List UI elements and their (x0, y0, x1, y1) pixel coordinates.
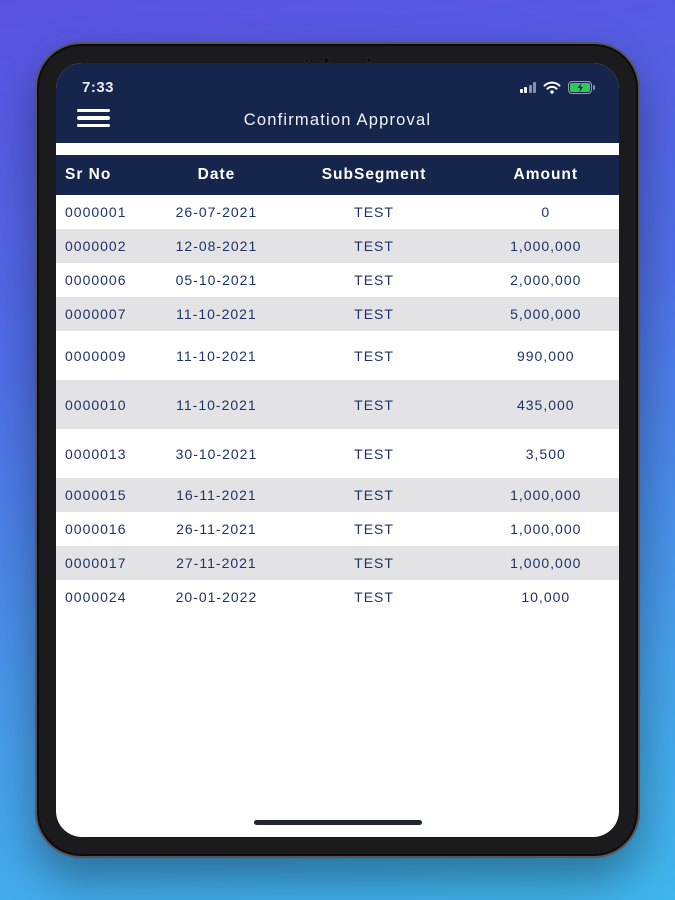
confirmation-table (56, 155, 619, 614)
cell-date: 27-11-2021 (176, 555, 257, 571)
table-row[interactable] (56, 546, 619, 580)
cell-amount: 0 (541, 204, 551, 220)
cell-date: 11-10-2021 (176, 347, 257, 364)
cell-date: 20-01-2022 (175, 589, 258, 605)
cell-sr-no: 0000017 (65, 555, 127, 571)
table-header-row (56, 155, 619, 195)
screen (56, 63, 619, 837)
cell-date: 16-11-2021 (176, 487, 257, 503)
cell-date: 11-10-2021 (176, 306, 257, 322)
cell-sr-no: 0000001 (65, 204, 127, 220)
home-indicator[interactable] (254, 820, 422, 825)
cell-sr-no: 0000015 (65, 487, 127, 503)
cell-subsegment: TEST (354, 204, 394, 220)
cell-subsegment: TEST (354, 238, 394, 254)
cell-sr-no: 0000024 (65, 589, 127, 605)
table-body (56, 195, 619, 614)
cellular-signal-icon (520, 82, 537, 93)
cell-subsegment: TEST (354, 272, 394, 288)
cell-subsegment: TEST (354, 521, 394, 537)
status-bar (56, 63, 619, 101)
hamburger-menu-button[interactable] (72, 101, 116, 135)
cell-subsegment: TEST (354, 555, 394, 571)
page-title: Confirmation Approval (243, 110, 432, 129)
cell-sr-no: 0000006 (65, 272, 127, 288)
cell-date: 11-10-2021 (176, 396, 257, 413)
cell-amount: 10,000 (521, 589, 571, 605)
table-row[interactable] (56, 229, 619, 263)
nav-bar (56, 101, 619, 143)
cell-date: 26-07-2021 (175, 204, 258, 220)
cell-subsegment: TEST (354, 487, 394, 503)
sensor-dot (304, 58, 309, 63)
cell-amount: 5,000,000 (510, 306, 582, 322)
status-time: 7:33 (82, 78, 115, 96)
cell-amount: 1,000,000 (510, 555, 582, 571)
hamburger-bar (77, 109, 110, 113)
cell-amount: 435,000 (516, 396, 575, 413)
hamburger-bar (77, 116, 110, 120)
cell-sr-no: 0000009 (65, 347, 127, 364)
app-header (56, 63, 619, 143)
column-header-sr-no: Sr No (65, 166, 112, 183)
cell-sr-no: 0000002 (65, 238, 127, 254)
cell-amount: 1,000,000 (510, 521, 582, 537)
hamburger-bar (77, 124, 110, 128)
cell-sr-no: 0000016 (65, 521, 127, 537)
cell-subsegment: TEST (354, 306, 394, 322)
table-row[interactable] (56, 429, 619, 478)
column-header-date: Date (197, 166, 236, 183)
table-row[interactable] (56, 512, 619, 546)
status-icons (520, 81, 596, 94)
cell-amount: 2,000,000 (510, 272, 582, 288)
column-header-amount: Amount (513, 166, 579, 183)
table-row[interactable] (56, 297, 619, 331)
cell-amount: 1,000,000 (510, 487, 582, 503)
column-header-subsegment: SubSegment (321, 166, 427, 183)
table-row[interactable] (56, 331, 619, 380)
cell-subsegment: TEST (354, 347, 394, 364)
table-row[interactable] (56, 380, 619, 429)
cell-sr-no: 0000013 (65, 445, 127, 462)
cell-sr-no: 0000007 (65, 306, 127, 322)
table-row[interactable] (56, 580, 619, 614)
cell-subsegment: TEST (354, 589, 394, 605)
table-row[interactable] (56, 263, 619, 297)
tablet-device-frame (35, 42, 640, 858)
table-row[interactable] (56, 478, 619, 512)
cell-sr-no: 0000010 (65, 396, 127, 413)
cell-date: 05-10-2021 (175, 272, 258, 288)
cell-amount: 3,500 (525, 445, 566, 462)
wifi-icon (543, 81, 561, 94)
cell-date: 30-10-2021 (175, 445, 258, 462)
cell-date: 26-11-2021 (176, 521, 257, 537)
cell-subsegment: TEST (354, 445, 394, 462)
cell-subsegment: TEST (354, 396, 394, 413)
cell-amount: 1,000,000 (510, 238, 582, 254)
cell-date: 12-08-2021 (175, 238, 258, 254)
battery-charging-icon (568, 81, 595, 94)
cell-amount: 990,000 (516, 347, 575, 364)
table-row[interactable] (56, 195, 619, 229)
